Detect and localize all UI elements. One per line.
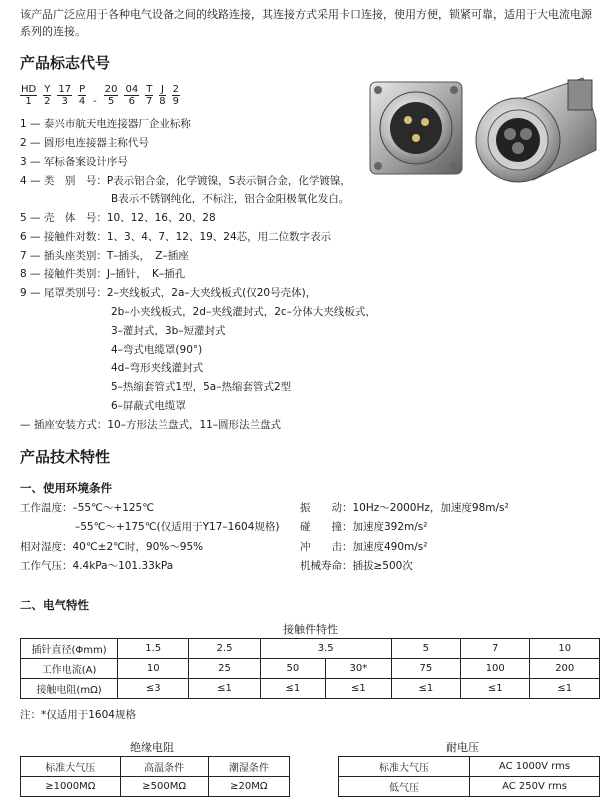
contact-table bbox=[20, 638, 600, 699]
row-label: 插针直径(Φmm) bbox=[21, 639, 118, 659]
code-part-number: 5 bbox=[107, 96, 115, 107]
table-cell: 7 bbox=[461, 639, 530, 659]
code-part-number: 7 bbox=[146, 96, 153, 107]
table-header: 潮湿条件 bbox=[208, 757, 289, 777]
table-cell: ≤1 bbox=[326, 679, 392, 699]
intro-paragraph: 该产品广泛应用于各种电气设备之间的线路连接，其连接方式采用卡口连接，使用方便，锁紧可靠，适用于大电流电源系列的连接。 bbox=[20, 8, 592, 38]
voltage-table bbox=[338, 756, 600, 797]
table-cell: ≤1 bbox=[461, 679, 530, 699]
table-cell: 200 bbox=[530, 659, 600, 679]
code-part bbox=[92, 96, 98, 107]
table-header: 标准大气压 bbox=[21, 757, 121, 777]
table-cell: ≤1 bbox=[391, 679, 460, 699]
table-row bbox=[21, 679, 600, 699]
code-part bbox=[159, 84, 165, 107]
desc-line: 2 — 圆形电连接器主称代号 bbox=[20, 137, 149, 149]
table-cell: 100 bbox=[461, 659, 530, 679]
row-label: 工作电流(A) bbox=[21, 659, 118, 679]
code-part-symbol: T bbox=[146, 84, 153, 95]
table-cell: ≤1 bbox=[530, 679, 600, 699]
desc-line: 5 — 壳 体 号：10、12、16、20、28 bbox=[20, 212, 216, 224]
receptacle-image bbox=[370, 82, 462, 174]
plug-image bbox=[476, 78, 596, 182]
table-cell: AC 250V rms bbox=[470, 777, 600, 797]
table-cell: 10 bbox=[530, 639, 600, 659]
code-part-symbol: 20 bbox=[104, 84, 118, 95]
voltage-table-title: 耐电压 bbox=[446, 741, 479, 754]
code-part-symbol: Y bbox=[44, 84, 51, 95]
table-cell: 30* bbox=[326, 659, 392, 679]
row-label: 低气压 bbox=[339, 777, 470, 797]
env-temp-special: –55℃～+175℃(仅适用于Y17–1604规格) bbox=[75, 521, 280, 533]
desc-line: 2b–小夹线板式，2d–夹线灌封式，2c–分体大夹线板式， bbox=[111, 306, 376, 318]
env-vibration: 振 动：10Hz～2000Hz，加速度98m/s² bbox=[300, 502, 509, 514]
table-row bbox=[339, 777, 600, 797]
code-part-symbol: 2 bbox=[172, 84, 180, 95]
section-title-tech: 产品技术特性 bbox=[20, 448, 111, 466]
code-part-number: 8 bbox=[159, 96, 166, 107]
code-part-number: 9 bbox=[172, 96, 180, 107]
table-note: 注：*仅适用于1604规格 bbox=[20, 709, 136, 721]
code-part bbox=[124, 84, 139, 107]
desc-line: B表示不锈钢纯化，不标注，铝合金阳极氧化发白。 bbox=[111, 193, 350, 205]
env-bump: 碰 撞：加速度392m/s² bbox=[300, 521, 428, 533]
table-cell: AC 1000V rms bbox=[470, 757, 600, 777]
code-part bbox=[104, 84, 119, 107]
table-cell: 75 bbox=[391, 659, 460, 679]
contact-table-title: 接触件特性 bbox=[283, 623, 338, 636]
table-row bbox=[339, 757, 600, 777]
desc-line: 1 — 泰兴市航天电连接器厂企业标称 bbox=[20, 118, 191, 130]
desc-line: 7 — 插头座类别：T–插头， Z–插座 bbox=[20, 250, 189, 262]
desc-line: 3 — 军标备案设计序号 bbox=[20, 156, 128, 168]
elec-title: 二、电气特性 bbox=[20, 598, 89, 612]
code-part-number: 2 bbox=[44, 96, 51, 107]
code-part-number: 1 bbox=[25, 96, 32, 107]
env-temp: 工作温度：–55℃～+125℃ bbox=[20, 502, 155, 514]
table-cell: ≥1000MΩ bbox=[21, 777, 121, 797]
desc-line: 3–灌封式，3b–短灌封式 bbox=[111, 325, 226, 337]
desc-line: 5–热缩套管式1型，5a–热缩套管式2型 bbox=[111, 381, 292, 393]
desc-line: 6–屏蔽式电缆罩 bbox=[111, 400, 186, 412]
code-part-symbol: 17 bbox=[58, 84, 72, 95]
env-humidity: 相对湿度：40℃±2℃时，90%～95% bbox=[20, 541, 204, 553]
env-mech-life: 机械寿命：插拔≥500次 bbox=[300, 560, 413, 572]
env-shock: 冲 击：加速度490m/s² bbox=[300, 541, 428, 553]
code-part bbox=[57, 84, 72, 107]
table-cell: ≤3 bbox=[118, 679, 189, 699]
table-cell: 5 bbox=[391, 639, 460, 659]
env-pressure: 工作气压：4.4kPa～101.33kPa bbox=[20, 560, 174, 572]
table-cell: 25 bbox=[189, 659, 260, 679]
table-row bbox=[21, 777, 290, 797]
code-part bbox=[145, 84, 153, 107]
insulation-table bbox=[20, 756, 290, 797]
table-cell: ≤1 bbox=[189, 679, 260, 699]
table-row bbox=[21, 757, 290, 777]
desc-line: 4d–弯形夹线灌封式 bbox=[111, 362, 204, 374]
desc-line: 9 — 尾罩类别号：2–夹线板式，2a–大夹线板式(仅20号壳体)， bbox=[20, 287, 317, 299]
env-title: 一、使用环境条件 bbox=[20, 481, 112, 495]
table-cell: 50 bbox=[260, 659, 325, 679]
table-cell: 3.5 bbox=[260, 639, 391, 659]
code-part-symbol: J bbox=[161, 84, 164, 95]
table-cell: ≤1 bbox=[260, 679, 325, 699]
table-row bbox=[21, 639, 600, 659]
code-part-number: 4 bbox=[78, 96, 86, 107]
row-label: 接触电阻(mΩ) bbox=[21, 679, 118, 699]
table-cell: 10 bbox=[118, 659, 189, 679]
code-part bbox=[78, 84, 86, 107]
code-part-symbol: - bbox=[93, 96, 97, 107]
table-header: 高温条件 bbox=[120, 757, 208, 777]
code-part-symbol: P bbox=[79, 84, 86, 95]
code-part-number: 6 bbox=[128, 96, 135, 107]
table-cell: 1.5 bbox=[118, 639, 189, 659]
code-part bbox=[172, 84, 180, 107]
code-part bbox=[43, 84, 51, 107]
desc-line: 6 — 接触件对数：1、3、4、7、12、19、24芯，用二位数字表示 bbox=[20, 231, 332, 243]
code-part bbox=[20, 84, 37, 107]
insulation-table-title: 绝缘电阻 bbox=[130, 741, 174, 754]
section-title-marking: 产品标志代号 bbox=[20, 54, 111, 72]
desc-line: 4–弯式电缆罩(90°) bbox=[111, 344, 203, 356]
table-cell: ≥20MΩ bbox=[208, 777, 289, 797]
code-part-number: 3 bbox=[61, 96, 68, 107]
table-cell: 2.5 bbox=[189, 639, 260, 659]
code-part-symbol: 04 bbox=[125, 84, 139, 95]
table-cell: ≥500MΩ bbox=[120, 777, 208, 797]
table-row bbox=[21, 659, 600, 679]
connector-photo bbox=[368, 60, 600, 206]
code-part-symbol: HD bbox=[21, 84, 37, 95]
desc-line: 8 — 接触件类别：J–插针， K–插孔 bbox=[20, 268, 186, 280]
row-label: 标准大气压 bbox=[339, 757, 470, 777]
code-row bbox=[20, 84, 186, 107]
desc-line: — 插座安装方式：10–方形法兰盘式，11–圆形法兰盘式 bbox=[20, 419, 282, 431]
desc-line: 4 — 类 别 号：P表示铝合金，化学镀镍，S表示铜合金，化学镀镍， bbox=[20, 175, 351, 187]
